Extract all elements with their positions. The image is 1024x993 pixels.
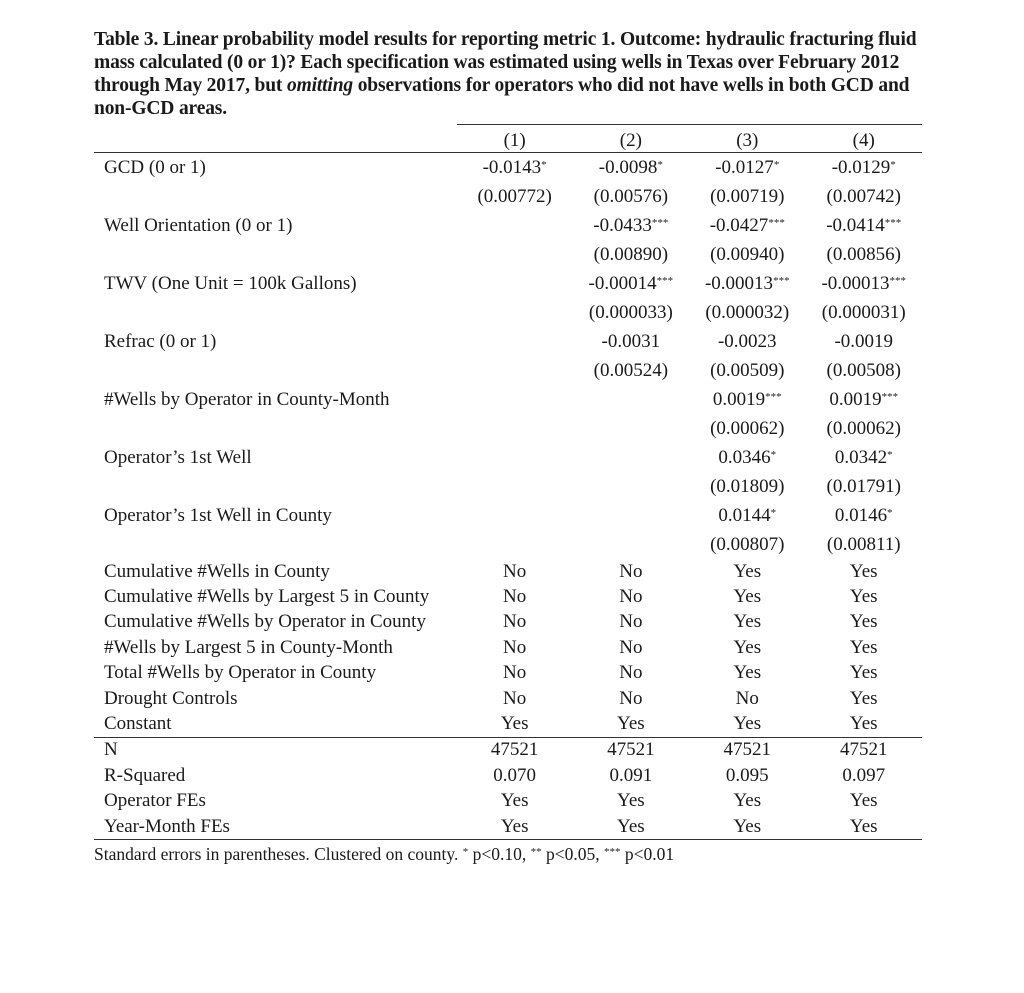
table-cell: (0.00807) — [710, 533, 785, 555]
header-blank — [94, 125, 457, 153]
table-cell: Yes — [733, 611, 762, 633]
row-label — [94, 414, 457, 443]
coefficient-row — [94, 153, 922, 183]
control-indicator-row — [94, 686, 922, 711]
row-label — [94, 472, 457, 501]
table-cell: Yes — [849, 586, 878, 608]
table-cell: Yes — [806, 814, 923, 840]
column-header: (1) — [457, 125, 573, 153]
table-cell: 47521 — [573, 737, 689, 763]
table-cell: 0.097 — [842, 764, 886, 786]
table-cell: (0.00811) — [826, 533, 901, 555]
table-cell: Yes — [733, 586, 762, 608]
table-cell: -0.00013*** — [821, 272, 907, 294]
table-cell: Yes — [733, 790, 762, 812]
table-cell: No — [735, 687, 759, 709]
table-cell: No — [619, 636, 643, 658]
table-cell: 0.0146* — [834, 504, 893, 526]
coefficient-row — [94, 211, 922, 240]
coefficient-row — [94, 327, 922, 356]
table-cell: (0.00890) — [593, 243, 669, 265]
row-label — [94, 530, 457, 559]
table-cell: (0.00856) — [826, 243, 901, 265]
row-label — [94, 182, 457, 211]
table-cell: Yes — [849, 713, 878, 735]
table-cell: Yes — [689, 814, 805, 840]
table-cell: -0.0031 — [601, 330, 661, 352]
caption-emphasis: omitting — [287, 75, 353, 96]
table-cell: 0.0342* — [834, 446, 893, 468]
row-label: Constant — [104, 713, 172, 735]
table-cell: 47521 — [457, 737, 573, 763]
table-cell: Yes — [733, 636, 762, 658]
table-cell — [457, 240, 573, 269]
table-cell: (0.00509) — [710, 359, 785, 381]
table-cell — [457, 501, 573, 530]
control-indicator-row — [94, 711, 922, 737]
row-label: Well Orientation (0 or 1) — [104, 214, 293, 236]
row-label: Total #Wells by Operator in County — [104, 662, 377, 684]
control-indicator-row — [94, 635, 922, 660]
table-cell: No — [503, 586, 527, 608]
table-note: Standard errors in parentheses. Clustered on county. * p<0.10, ** p<0.05, *** p<0.01 — [94, 844, 675, 865]
table-cell — [457, 327, 573, 356]
column-header: (4) — [806, 125, 923, 153]
table-cell: Yes — [849, 636, 878, 658]
table-cell: Yes — [617, 713, 645, 735]
table-cell: -0.00014*** — [588, 272, 674, 294]
control-indicator-row — [94, 610, 922, 635]
caption-text: Table 3. Linear probability model results for reporting metric 1. Outcome: hydraulic fracturing fluid mass calculated (0 or 1)? Each specification was estimated using wells in Texas over February 2012 through May 2017, but — [94, 29, 917, 96]
table-cell: -0.0127* — [715, 156, 780, 178]
table-cell: (0.00062) — [710, 417, 785, 439]
table-cell: (0.00062) — [826, 417, 901, 439]
table-cell: (0.00576) — [593, 185, 669, 207]
table-cell: (0.00742) — [826, 185, 901, 207]
table-cell: No — [619, 611, 643, 633]
caption-text-end: observations for operators who did not have wells in both GCD and non-GCD areas. — [94, 75, 910, 119]
coefficient-row — [94, 443, 922, 472]
row-label: Drought Controls — [104, 687, 238, 709]
table-cell — [457, 356, 573, 385]
table-cell: 0.070 — [493, 764, 537, 786]
table-cell: No — [503, 662, 527, 684]
standard-error-row — [94, 472, 922, 501]
row-label: Cumulative #Wells by Largest 5 in County — [104, 586, 430, 608]
table-body — [94, 153, 922, 840]
table-cell — [573, 472, 689, 501]
row-label: Cumulative #Wells in County — [104, 560, 330, 582]
table-cell — [573, 501, 689, 530]
standard-error-row — [94, 414, 922, 443]
column-header: (2) — [573, 125, 689, 153]
table-cell: Yes — [849, 662, 878, 684]
table-cell: -0.0414*** — [826, 214, 902, 236]
table-cell — [457, 530, 573, 559]
table-cell: Yes — [849, 687, 878, 709]
table-cell: 0.0144* — [718, 504, 777, 526]
statistic-row — [94, 737, 922, 763]
table-cell: (0.00719) — [710, 185, 785, 207]
row-label: N — [94, 737, 457, 763]
row-label: R-Squared — [104, 764, 186, 786]
table-cell: -0.0143* — [482, 156, 547, 178]
table-cell: Yes — [733, 662, 762, 684]
row-label: #Wells by Largest 5 in County-Month — [104, 636, 393, 658]
row-label: Cumulative #Wells by Operator in County — [104, 611, 426, 633]
table-cell — [457, 298, 573, 327]
table-cell: No — [619, 586, 643, 608]
table-cell: (0.01791) — [826, 475, 901, 497]
table-cell: Yes — [849, 560, 878, 582]
control-indicator-row — [94, 584, 922, 609]
standard-error-row — [94, 240, 922, 269]
row-label: GCD (0 or 1) — [104, 156, 206, 178]
table-cell: Yes — [849, 611, 878, 633]
control-indicator-row — [94, 661, 922, 686]
table-cell: No — [503, 560, 527, 582]
row-label — [94, 298, 457, 327]
table-cell: (0.01809) — [710, 475, 785, 497]
row-label: Operator’s 1st Well — [104, 446, 252, 468]
table-caption — [94, 28, 922, 120]
row-label — [94, 240, 457, 269]
table-cell: (0.00940) — [710, 243, 785, 265]
table-cell: No — [619, 662, 643, 684]
table-cell: (0.000031) — [821, 301, 906, 323]
table-cell — [457, 211, 573, 240]
table-cell — [573, 385, 689, 414]
regression-table — [94, 124, 922, 840]
statistic-row — [94, 814, 922, 840]
table-cell: -0.0023 — [717, 330, 777, 352]
row-label: Operator FEs — [104, 790, 206, 812]
table-cell — [457, 414, 573, 443]
table-cell: (0.00772) — [477, 185, 552, 207]
statistic-row — [94, 789, 922, 814]
table-cell: Yes — [457, 814, 573, 840]
table-cell: 0.0019*** — [829, 388, 899, 410]
table-cell: 0.091 — [609, 764, 653, 786]
table-cell — [457, 269, 573, 298]
standard-error-row — [94, 530, 922, 559]
table-cell: Yes — [617, 790, 645, 812]
coefficient-row — [94, 501, 922, 530]
table-cell: -0.0098* — [598, 156, 663, 178]
table-cell: No — [619, 687, 643, 709]
table-cell — [573, 414, 689, 443]
table-cell: No — [503, 611, 527, 633]
table-figure — [94, 28, 922, 865]
table-cell — [457, 385, 573, 414]
table-cell: 0.095 — [725, 764, 769, 786]
table-cell: Yes — [733, 713, 762, 735]
table-cell: 0.0019*** — [712, 388, 782, 410]
standard-error-row — [94, 356, 922, 385]
column-header-row — [94, 125, 922, 153]
standard-error-row — [94, 298, 922, 327]
table-cell: (0.000033) — [588, 301, 673, 323]
table-cell: Yes — [733, 560, 762, 582]
row-label: Operator’s 1st Well in County — [104, 504, 332, 526]
row-label: #Wells by Operator in County-Month — [104, 388, 390, 410]
row-label: TWV (One Unit = 100k Gallons) — [104, 272, 357, 294]
column-header: (3) — [689, 125, 805, 153]
coefficient-row — [94, 385, 922, 414]
table-cell: No — [503, 636, 527, 658]
table-cell: 47521 — [806, 737, 923, 763]
table-cell: Yes — [500, 790, 529, 812]
table-cell: -0.00013*** — [704, 272, 790, 294]
table-cell: (0.00508) — [826, 359, 901, 381]
table-cell: No — [503, 687, 527, 709]
table-cell: -0.0129* — [831, 156, 896, 178]
control-indicator-row — [94, 559, 922, 584]
table-cell: (0.00524) — [593, 359, 669, 381]
row-label: Year-Month FEs — [94, 814, 457, 840]
table-cell: Yes — [849, 790, 878, 812]
table-cell: 47521 — [689, 737, 805, 763]
table-cell — [573, 443, 689, 472]
table-cell — [457, 443, 573, 472]
table-cell — [573, 530, 689, 559]
table-cell: 0.0346* — [718, 446, 777, 468]
table-cell: No — [619, 560, 643, 582]
table-cell: -0.0427*** — [709, 214, 785, 236]
statistic-row — [94, 763, 922, 788]
coefficient-row — [94, 269, 922, 298]
table-cell — [457, 472, 573, 501]
table-cell: -0.0433*** — [593, 214, 669, 236]
table-cell: (0.000032) — [705, 301, 790, 323]
row-label: Refrac (0 or 1) — [104, 330, 217, 352]
table-cell: Yes — [500, 713, 529, 735]
row-label — [94, 356, 457, 385]
table-cell: Yes — [573, 814, 689, 840]
table-cell: -0.0019 — [834, 330, 894, 352]
standard-error-row — [94, 182, 922, 211]
